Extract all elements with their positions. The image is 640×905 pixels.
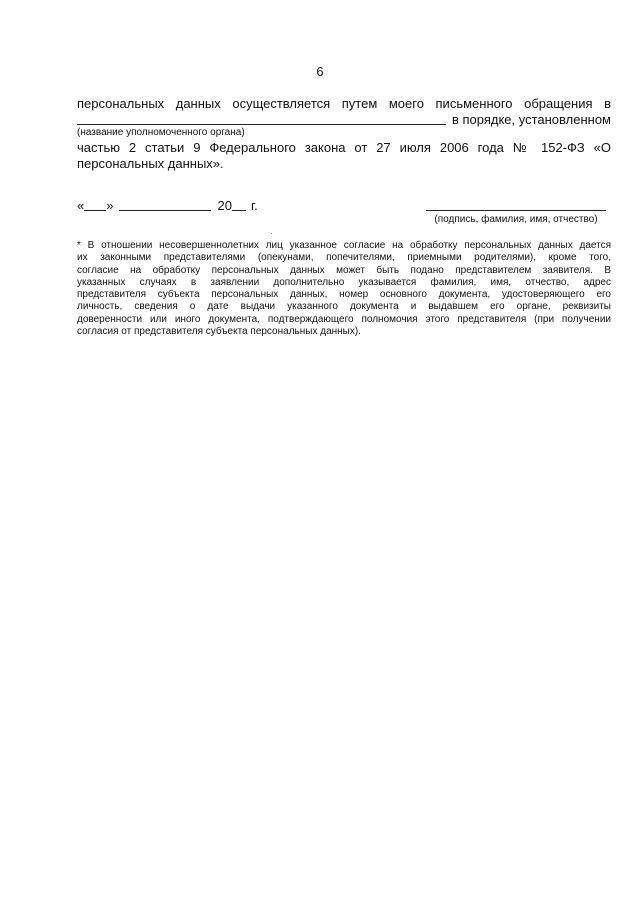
footnote — [77, 240, 611, 338]
signature-caption: (подпись, фамилия, имя, отчество) — [434, 214, 598, 225]
body-line-3 — [77, 140, 611, 156]
footnote-line: * В отношении несовершеннолетних лиц указанное согласие на обработку персональных данных дается — [77, 240, 611, 251]
date-row — [77, 198, 258, 214]
date-close-quote: » — [106, 198, 114, 213]
scan-dot — [271, 233, 272, 234]
authority-caption: (название уполномоченного органа) — [77, 127, 245, 138]
footnote-line: представителя субъекта персональных данных, номер основного документа, удостоверяющего его — [77, 289, 611, 301]
footnote-line: доверенности или иного документа, подтверждающего полномочия этого представителя (при получении — [77, 313, 611, 325]
body-line-1-text: персональных данных осуществляется путем моего письменного обращения в — [77, 96, 611, 111]
body-line-3-text: частью 2 статьи 9 Федерального закона от 27 июля 2006 года № 152-ФЗ «О — [77, 140, 611, 155]
footnote-line: согласие на обработку персональных данных может быть подано представителем заявителя. В — [77, 264, 611, 276]
body-line-4-text: персональных данных». — [77, 156, 224, 171]
month-blank[interactable] — [119, 198, 211, 211]
year-suffix: г. — [250, 198, 258, 213]
year-prefix: 20 — [217, 198, 232, 213]
body-line-2 — [77, 112, 611, 128]
page-number: 6 — [316, 64, 324, 79]
footnote-line: согласия от представителя субъекта персональных данных). — [77, 326, 361, 338]
body-line-1 — [77, 96, 611, 112]
body-line-2-text: в порядке, установленном — [451, 112, 611, 127]
year-blank[interactable] — [232, 198, 246, 211]
signature-line[interactable] — [426, 210, 606, 211]
body-line-4 — [77, 156, 611, 172]
day-blank[interactable] — [84, 198, 106, 211]
footnote-line: указанных случаях в заявлении дополнительно указывается фамилия, имя, отчество, адрес — [77, 276, 611, 288]
footnote-line: их законными представителями (опекунами, попечителями, приемными родителями), кроме того, — [77, 252, 611, 264]
authority-blank[interactable] — [77, 112, 446, 125]
footnote-line: личность, сведения о дате выдачи указанного документа и выдавшем его органе, реквизиты — [77, 301, 611, 313]
date-open-quote: « — [77, 198, 85, 213]
